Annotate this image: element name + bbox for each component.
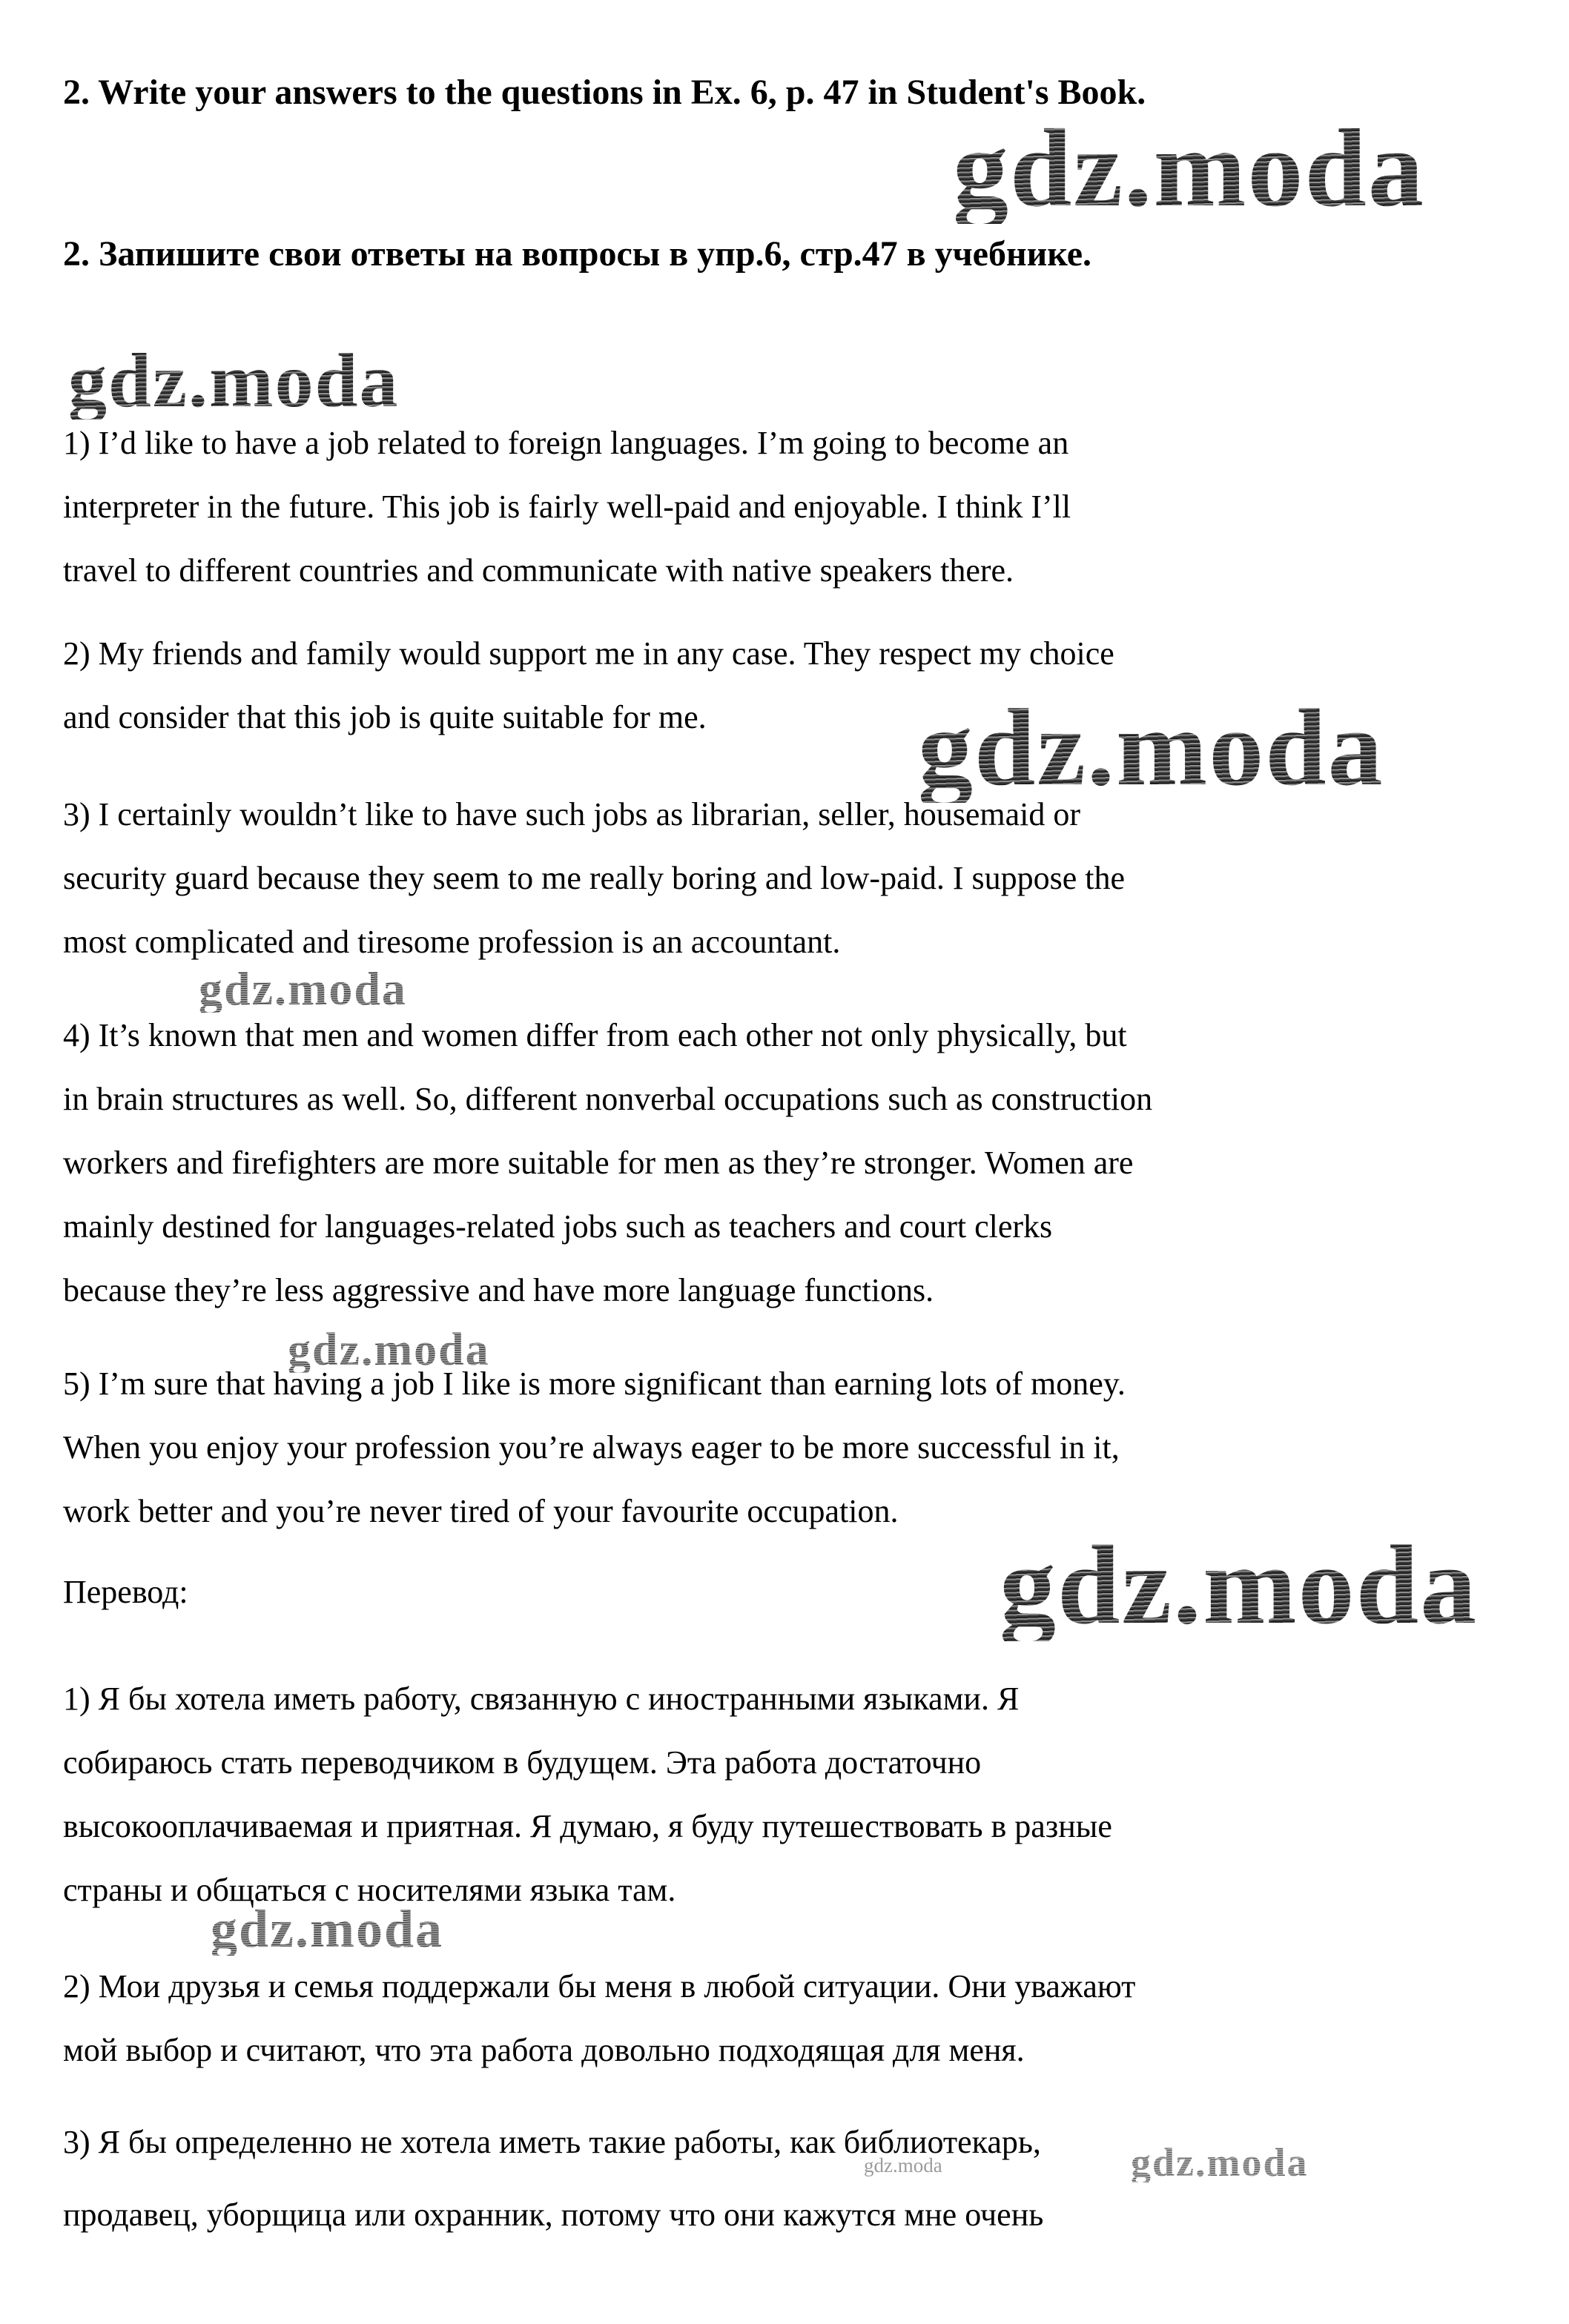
gdz-moda-watermark: gdz.moda xyxy=(199,962,407,1015)
gdz-moda-watermark: gdz.moda xyxy=(864,2154,942,2176)
gdz-moda-watermark: gdz.moda xyxy=(1131,2140,1309,2185)
text-line: interpreter in the future. This job is fairly well-paid and enjoyable. I think I’ll xyxy=(63,489,1071,525)
answer-paragraph-en-2 xyxy=(63,622,1114,749)
gdz-moda-watermark: gdz.moda xyxy=(1000,1523,1479,1647)
exercise-heading-russian: 2. Запишите свои ответы на вопросы в упр.6, стр.47 в учебнике. xyxy=(63,234,1092,274)
text-line: mainly destined for languages-related jobs such as teachers and court clerks xyxy=(63,1208,1053,1245)
gdz-moda-watermark: gdz.moda xyxy=(288,1325,490,1375)
answer-paragraph-en-1 xyxy=(63,411,1071,603)
gdz-moda-watermark: gdz.moda xyxy=(918,687,1384,809)
text-line: most complicated and tiresome profession is an accountant. xyxy=(63,924,841,960)
text-line: 2) Мои друзья и семья поддержали бы меня в любой ситуации. Они уважают xyxy=(63,1968,1136,2004)
text-line: 5) I’m sure that having a job I like is more significant than earning lots of money. xyxy=(63,1365,1126,1402)
text-line: продавец, уборщица или охранник, потому что они кажутся мне очень xyxy=(63,2196,1044,2233)
gdz-moda-watermark: gdz.moda xyxy=(68,338,400,423)
answer-paragraph-ru-3 xyxy=(63,2106,1043,2251)
answer-paragraph-ru-1 xyxy=(63,1667,1112,1922)
text-line: When you enjoy your profession you’re always eager to be more successful in it, xyxy=(63,1429,1120,1466)
text-line: 1) Я бы хотела иметь работу, связанную с иностранными языками. Я xyxy=(63,1681,1020,1717)
text-line: страны и общаться с носителями языка там. xyxy=(63,1872,676,1908)
answer-paragraph-en-4 xyxy=(63,1004,1152,1322)
text-line: 1) I’d like to have a job related to foreign languages. I’m going to become an xyxy=(63,425,1069,461)
translation-label: Перевод: xyxy=(63,1574,188,1610)
exercise-heading-english: 2. Write your answers to the questions in Ex. 6, p. 47 in Student's Book. xyxy=(63,73,1146,112)
text-line: собираюсь стать переводчиком в будущем. Эта работа достаточно xyxy=(63,1744,982,1781)
text-line: workers and firefighters are more suitable for men as they’re stronger. Women are xyxy=(63,1145,1134,1181)
text-line: security guard because they seem to me really boring and low-paid. I suppose the xyxy=(63,860,1125,896)
text-line: and consider that this job is quite suitable for me. xyxy=(63,699,707,735)
text-line: мой выбор и считают, что эта работа довольно подходящая для меня. xyxy=(63,2032,1025,2068)
text-line: travel to different countries and communicate with native speakers there. xyxy=(63,552,1014,589)
gdz-moda-watermark: gdz.moda xyxy=(211,1899,444,1959)
text-line: 3) Я бы определенно не хотела иметь такие работы, как библиотекарь, xyxy=(63,2124,1041,2160)
text-line: in brain structures as well. So, different nonverbal occupations such as construction xyxy=(63,1081,1153,1117)
text-line: 4) It’s known that men and women differ from each other not only physically, but xyxy=(63,1017,1127,1053)
answer-paragraph-en-5 xyxy=(63,1352,1126,1543)
text-line: 2) My friends and family would support me in any case. They respect my choice xyxy=(63,635,1114,672)
text-line: because they’re less aggressive and have more language functions. xyxy=(63,1272,934,1308)
text-line: work better and you’re never tired of your favourite occupation. xyxy=(63,1493,899,1529)
gdz-moda-watermark: gdz.moda xyxy=(953,107,1425,230)
answer-paragraph-en-3 xyxy=(63,783,1125,974)
text-line: высокооплачиваемая и приятная. Я думаю, я буду путешествовать в разные xyxy=(63,1808,1112,1844)
answer-paragraph-ru-2 xyxy=(63,1955,1135,2082)
text-line: 3) I certainly wouldn’t like to have such jobs as librarian, seller, housemaid or xyxy=(63,796,1081,832)
